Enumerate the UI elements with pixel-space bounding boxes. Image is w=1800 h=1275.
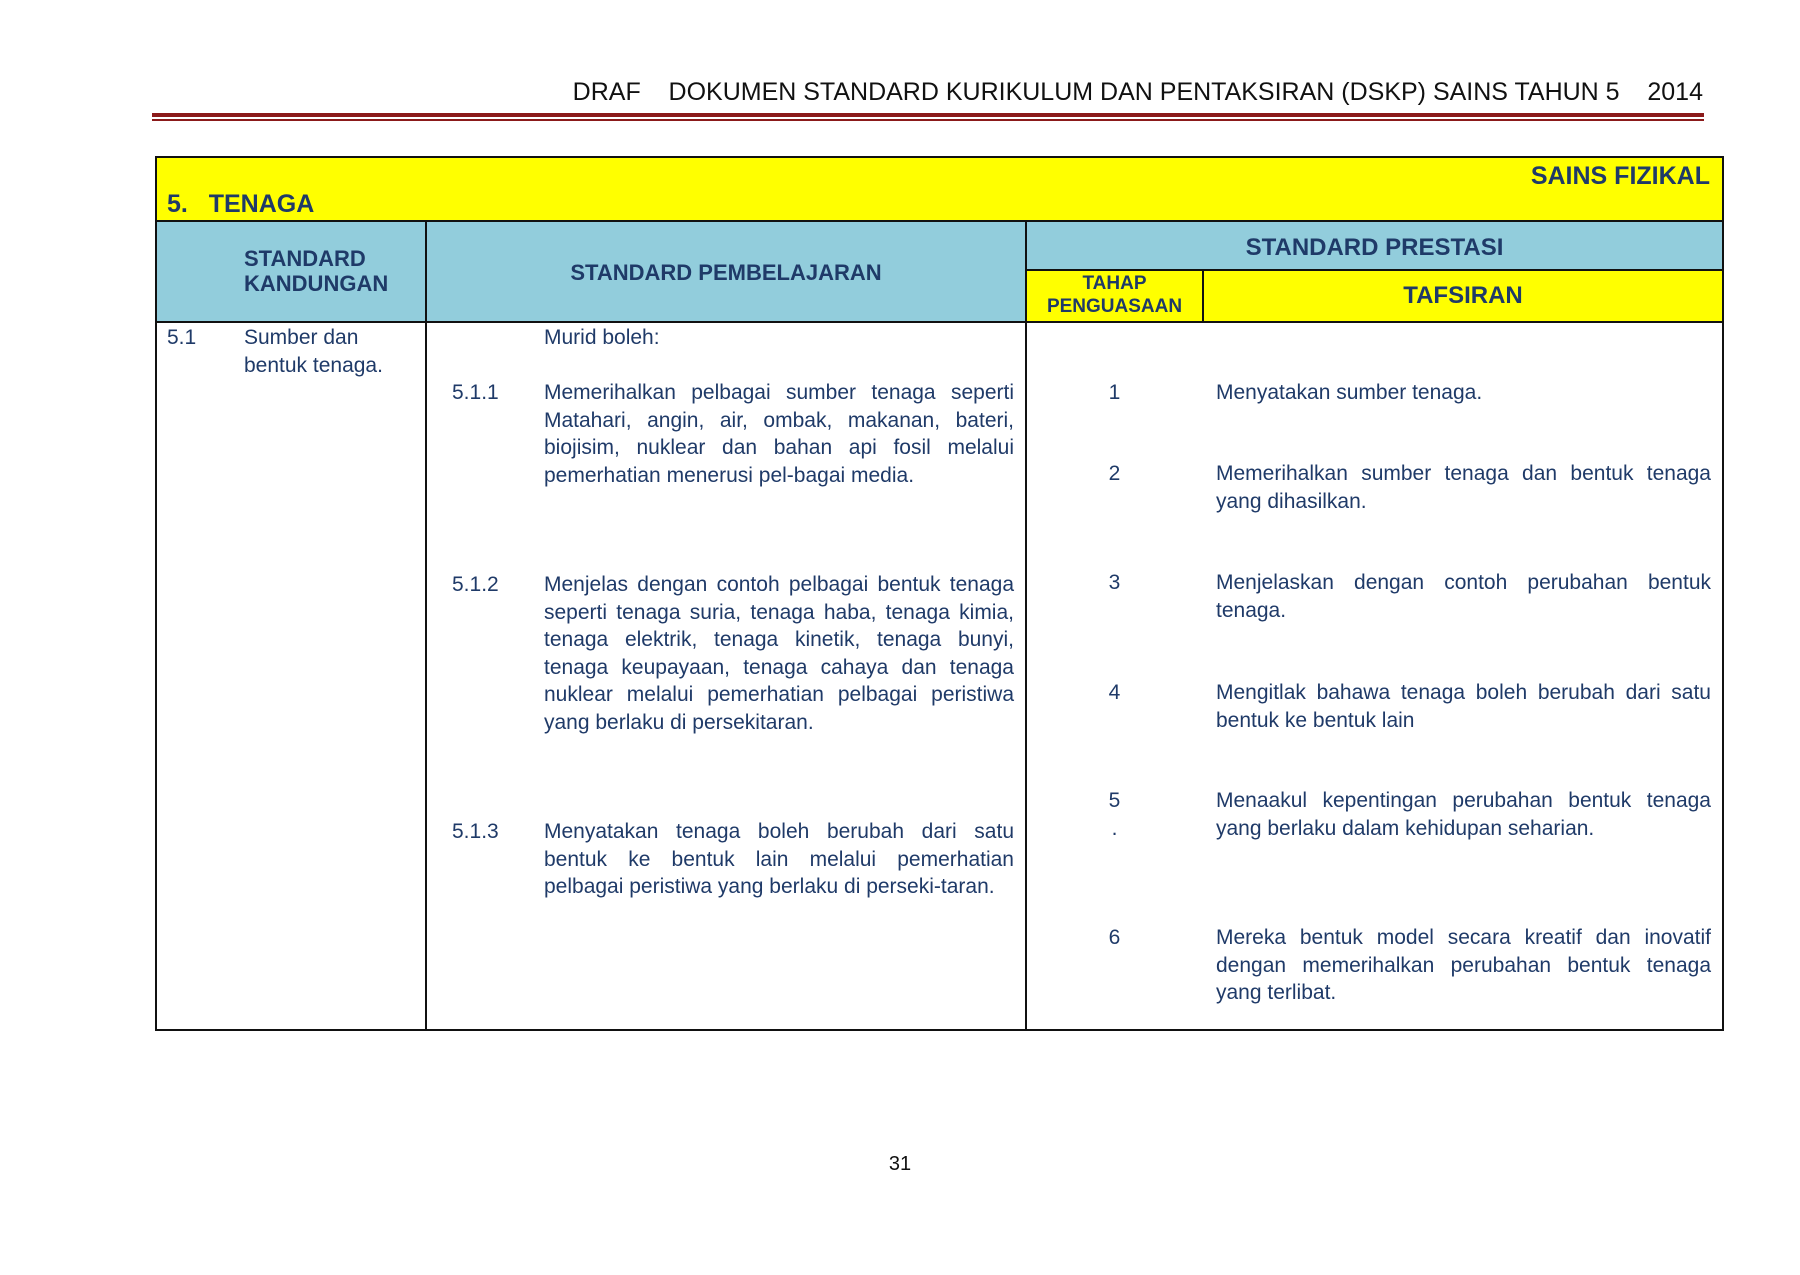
- performance-level: 3: [1108, 571, 1121, 594]
- section-category: SAINS FIZIKAL: [1530, 162, 1710, 190]
- curriculum-table: [155, 156, 1724, 1031]
- performance-description: Memerihalkan sumber tenaga dan bentuk tenaga yang dihasilkan.: [1216, 462, 1711, 513]
- performance-level: 2: [1108, 462, 1121, 485]
- prestasi-divider: [1025, 269, 1722, 271]
- performance-level: 4: [1108, 681, 1121, 704]
- header-rule-thin: [152, 119, 1704, 121]
- learning-item-text: Menyatakan tenaga boleh berubah dari satu bentuk ke bentuk lain melalui pemerhatian pelbagai peristiwa yang berlaku di perseki-taran.: [544, 820, 1014, 898]
- column-divider: [425, 222, 427, 1029]
- performance-level: 6: [1108, 926, 1121, 949]
- learning-item-code: 5.1.3: [452, 820, 499, 843]
- column-divider: [1025, 222, 1027, 1029]
- performance-description: Menyatakan sumber tenaga.: [1216, 381, 1483, 404]
- learning-item-code: 5.1.2: [452, 573, 499, 596]
- header-rule: [152, 113, 1704, 117]
- performance-description: Menjelaskan dengan contoh perubahan bentuk tenaga.: [1216, 571, 1711, 622]
- content-standard-code: 5.1: [167, 326, 197, 349]
- page-number: 31: [888, 1153, 912, 1175]
- document-header: [0, 78, 1703, 107]
- performance-description: Mereka bentuk model secara kreatif dan inovatif dengan memerihalkan perubahan bentuk tenaga yang terlibat.: [1216, 926, 1711, 1004]
- header-standard-pembelajaran: STANDARD PEMBELAJARAN: [570, 260, 882, 285]
- performance-level: [1027, 787, 1202, 842]
- performance-level: 1: [1108, 381, 1121, 404]
- learning-intro: Murid boleh:: [544, 326, 660, 349]
- performance-level-number: 5: [1108, 789, 1121, 812]
- performance-description: Menaakul kepentingan perubahan bentuk tenaga yang berlaku dalam kehidupan seharian.: [1216, 789, 1711, 840]
- header-tafsiran: TAFSIRAN: [1403, 282, 1523, 309]
- performance-level-suffix: .: [1111, 816, 1118, 840]
- header-standard-prestasi: STANDARD PRESTASI: [1245, 234, 1504, 261]
- document-year: 2014: [1647, 78, 1703, 106]
- document-title: DOKUMEN STANDARD KURIKULUM DAN PENTAKSIRAN (DSKP) SAINS TAHUN 5: [668, 78, 1620, 106]
- learning-item-text: Memerihalkan pelbagai sumber tenaga seperti Matahari, angin, air, ombak, makanan, bateri, biojisim, nuklear dan bahan api fosil melalui pemerhatian menerusi pel-bagai media.: [544, 381, 1014, 487]
- section-number: 5.: [167, 190, 188, 218]
- header-tahap-penguasaan: TAHAP PENGUASAAN: [1046, 273, 1183, 317]
- draft-label: DRAF: [572, 78, 641, 106]
- section-band: [157, 158, 1722, 222]
- header-standard-kandungan: STANDARD KANDUNGAN: [244, 246, 389, 296]
- learning-item-code: 5.1.1: [452, 381, 499, 404]
- section-title: TENAGA: [208, 190, 315, 218]
- content-standard-text: Sumber dan bentuk tenaga.: [244, 326, 383, 377]
- learning-item-text: Menjelas dengan contoh pelbagai bentuk tenaga seperti tenaga suria, tenaga haba, tenaga kimia, tenaga elektrik, tenaga kinetik, tenaga bunyi, tenaga keupayaan, tenaga cahaya dan tenaga nuklear melalui pemerhatian pelbagai peristiwa yang berlaku di persekitaran.: [544, 573, 1014, 734]
- section-heading: [167, 190, 314, 219]
- performance-description: Mengitlak bahawa tenaga boleh berubah dari satu bentuk ke bentuk lain: [1216, 681, 1711, 732]
